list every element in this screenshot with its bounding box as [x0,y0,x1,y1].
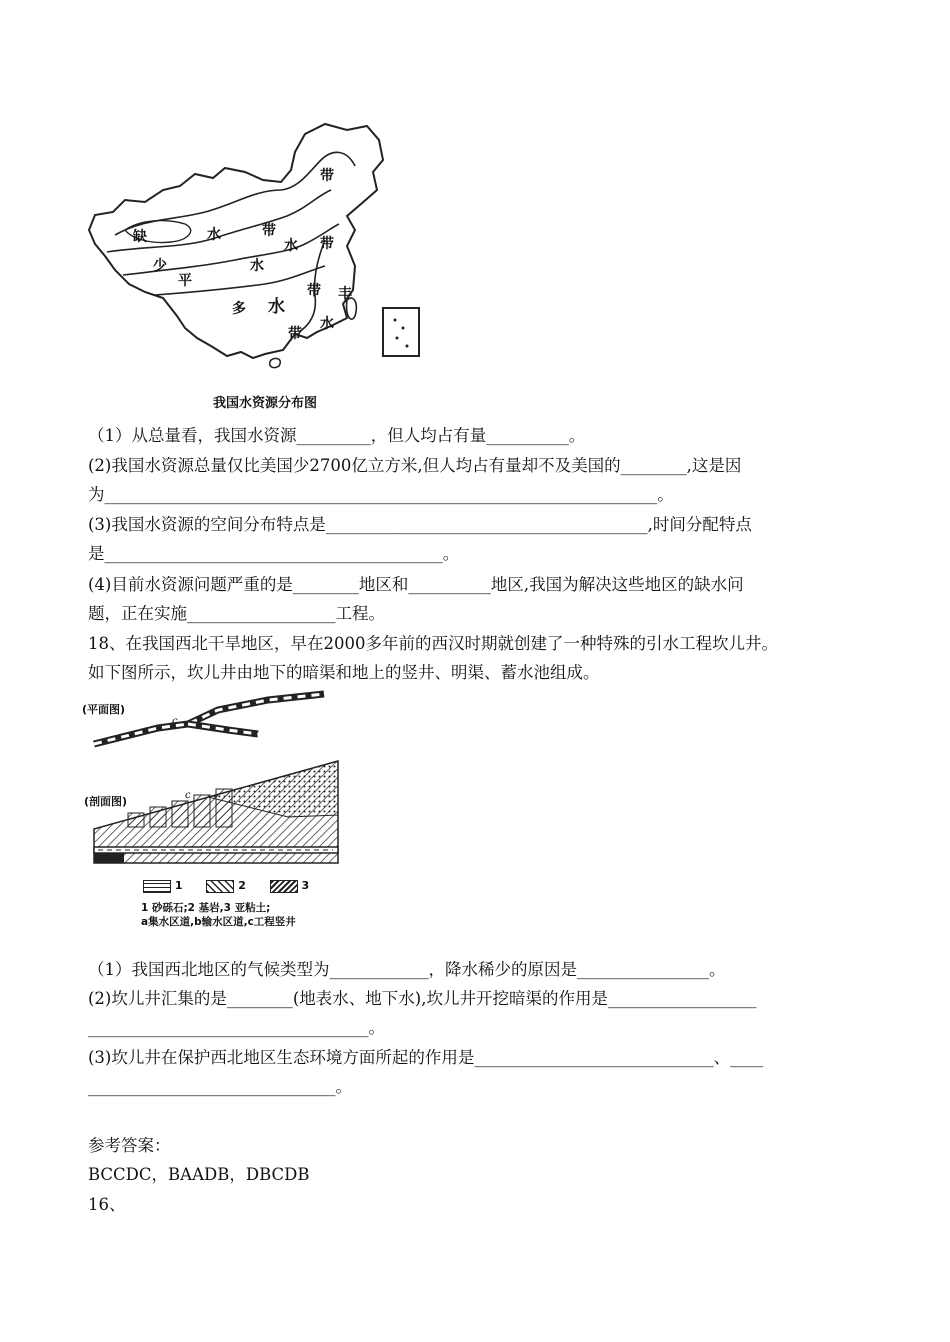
legend-num-1: 1 [174,879,183,892]
q17-line-7: 题，正在实施__________________工程。 [88,604,385,623]
legend-num-2: 2 [238,879,246,892]
legend-swatch-1 [143,880,171,893]
map-label-shui1: 水 [207,227,221,243]
q18-line-2: 如下图所示，坎儿井由地下的暗渠和地上的竖井、明渠、蓄水池组成。 [88,663,600,682]
map-label-shao: 少 [153,258,167,274]
answers-heading: 参考答案： [88,1136,171,1155]
q18-sub-2a: (2)坎儿井汇集的是________(地表水、地下水),坎儿井开挖暗渠的作用是__________________ [88,989,757,1008]
q17-line-5: 是_________________________________________。 [88,544,460,563]
legend-text-2: a集水区道,b输水区道,c工程竖井 [141,916,296,928]
section-view-drawing [88,755,348,875]
map-label-ping: 平 [178,273,192,289]
map-label-dai-top: 带 [320,168,334,184]
map-label-que: 缺 [133,229,147,245]
map-label-shui3: 水 [250,258,264,274]
q18-sub-3b: ______________________________。 [88,1077,352,1096]
map-label-dai5: 带 [288,326,302,342]
section-c-label: c [185,790,191,801]
q17-line-3: 为___________________________________________________________________。 [88,485,674,504]
legend-swatch-2 [206,880,234,893]
section-view-label: (剖面图) [84,795,128,808]
map-label-dai4: 带 [307,283,321,299]
legend-swatch-3 [270,880,298,893]
q17-line-6: (4)目前水资源问题严重的是________地区和__________地区,我国为解决这些地区的缺水问 [88,575,744,594]
map-label-duo: 多 [232,301,246,317]
map-caption: 我国水资源分布图 [213,396,318,411]
map-label-dai2: 带 [262,223,276,239]
map-label-dai3: 带 [320,236,334,252]
map-label-feng: 丰 [338,286,352,302]
q17-line-4: (3)我国水资源的空间分布特点是_______________________________________,时间分配特点 [88,515,752,534]
map-label-shui4: 水 [268,297,285,317]
plan-view-drawing [88,690,338,750]
q18-sub-2b: __________________________________。 [88,1018,385,1037]
q17-line-1: （1）从总量看，我国水资源_________，但人均占有量__________。 [88,426,586,445]
map-label-shui2: 水 [284,238,298,254]
q17-line-2: (2)我国水资源总量仅比美国少2700亿立方米,但人均占有量却不及美国的________,这是因 [88,456,742,475]
legend-row [143,879,309,893]
answers-line-2: 16、 [88,1195,126,1214]
q18-sub-1: （1）我国西北地区的气候类型为____________，降水稀少的原因是________________。 [88,960,726,979]
q18-sub-3a: (3)坎儿井在保护西北地区生态环境方面所起的作用是_____________________________、____ [88,1048,764,1067]
plan-view-label: (平面图) [82,703,126,716]
q18-line-1: 18、在我国西北干旱地区，早在2000多年前的西汉时期就创建了一种特殊的引水工程坎儿井。 [88,634,778,653]
map-label-shui5: 水 [320,316,334,332]
legend-num-3: 3 [301,879,310,892]
legend-text-1: 1 砂砾石;2 基岩,3 亚粘土; [141,902,271,914]
plan-c-label: c [172,716,178,727]
answers-line-1: BCCDC，BAADB，DBCDB [88,1165,310,1184]
